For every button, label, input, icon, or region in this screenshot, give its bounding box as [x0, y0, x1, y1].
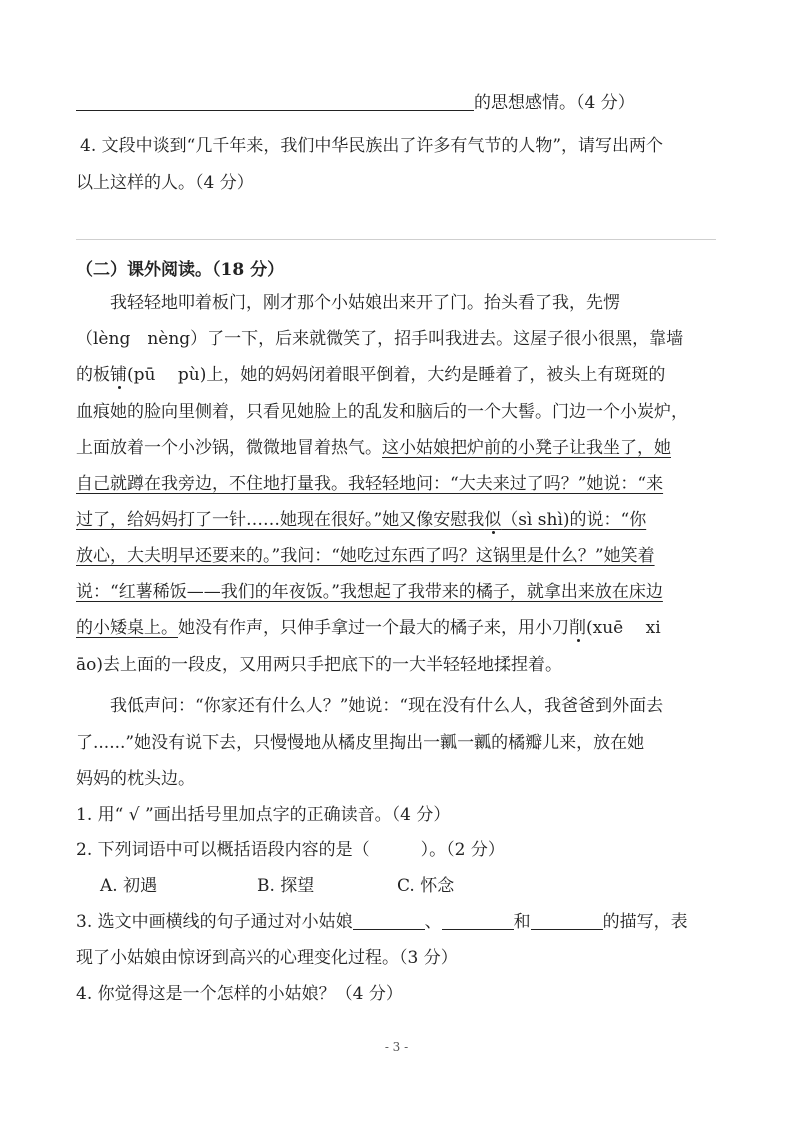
passage-line-13: 了......”她没有说下去，只慢慢地从橘皮里掏出一瓤一瓤的橘瓣儿来，放在她: [76, 733, 645, 753]
answer-blank-1[interactable]: [353, 909, 425, 930]
question-2-options: [100, 871, 454, 901]
option-a[interactable]: A. 初遇: [100, 876, 158, 896]
question-3: 3. 选文中画横线的句子通过对小姑娘 、 和 的描写，表: [76, 907, 688, 937]
question-4: 4. 你觉得这是一个怎样的小姑娘？（4 分）: [76, 984, 403, 1004]
passage-line-9: 说：“红薯稀饭——我们的年夜饭。”我想起了我带来的橘子，就拿出来放在床边: [76, 582, 663, 602]
answer-blank[interactable]: [76, 90, 474, 111]
q3-answer-line: [76, 88, 635, 118]
passage-line-6: 自己就蹲在我旁边，不住地打量我。我轻轻地问：“大夫来过了吗？”她说：“来: [76, 474, 664, 494]
dotted-char: 铺: [110, 365, 127, 385]
passage-line-3: 的板铺(pū pù)上，她的妈妈闭着眼平倒着，大约是睡着了，被头上有斑斑的: [76, 365, 666, 385]
passage-line-4: 血痕她的脸向里侧着，只看见她脸上的乱发和脑后的一个大髻。门边一个小炭炉，: [76, 402, 688, 422]
passage-line-14: 妈妈的枕头边。: [76, 769, 195, 789]
question-3-line-2: 现了小姑娘由惊讶到高兴的心理变化过程。（3 分）: [76, 948, 458, 968]
answer-blank-3[interactable]: [531, 909, 603, 930]
passage-line-10: 的小矮桌上。她没有作声，只伸手拿过一个最大的橘子来，用小刀削(xuē xi: [76, 618, 661, 638]
question-2: 2. 下列词语中可以概括语段内容的是（ ）。（2 分）: [76, 840, 505, 860]
underlined-sentence: 这小姑娘把炉前的小凳子让我坐了，她: [382, 438, 671, 458]
passage-line-5: 上面放着一个小沙锅，微微地冒着热气。这小姑娘把炉前的小凳子让我坐了，她: [76, 438, 671, 458]
passage-line-8: 放心，大夫明早还要来的。”我问：“她吃过东西了吗？这锅里是什么？”她笑着: [76, 546, 655, 566]
passage-line-7: 过了，给妈妈打了一针……她现在很好。”她又像安慰我似（sì shì)的说：“你: [76, 510, 647, 530]
question-1: 1. 用“ √ ”画出括号里加点字的正确读音。（4 分）: [76, 805, 451, 825]
passage-line-12: 我低声问：“你家还有什么人？”她说：“现在没有什么人，我爸爸到外面去: [110, 696, 664, 716]
page-number: - 3 -: [384, 1040, 409, 1054]
dotted-char: 似: [484, 510, 502, 530]
section-divider: [76, 239, 716, 240]
option-c[interactable]: C. 怀念: [397, 876, 455, 896]
q4-prev-line2: 以上这样的人。（4 分）: [76, 173, 254, 193]
dotted-char: 削: [569, 618, 586, 638]
answer-blank-2[interactable]: [442, 909, 514, 930]
section-heading: （二）课外阅读。（18 分）: [76, 260, 285, 280]
passage-line-11: āo)去上面的一段皮，又用两只手把底下的一大半轻轻地揉捏着。: [76, 655, 563, 675]
q3-tail-text: 的思想感情。（4 分）: [474, 93, 635, 113]
option-b[interactable]: B. 探望: [257, 876, 315, 896]
q4-prev-line1: 4. 文段中谈到“几千年来，我们中华民族出了许多有气节的人物”，请写出两个: [80, 136, 664, 156]
passage-line-2: （lèng nèng）了一下，后来就微笑了，招手叫我进去。这屋子很小很黑，靠墙: [76, 329, 684, 349]
passage-line-1: 我轻轻地叩着板门，刚才那个小姑娘出来开了门。抬头看了我，先愣: [110, 293, 620, 313]
